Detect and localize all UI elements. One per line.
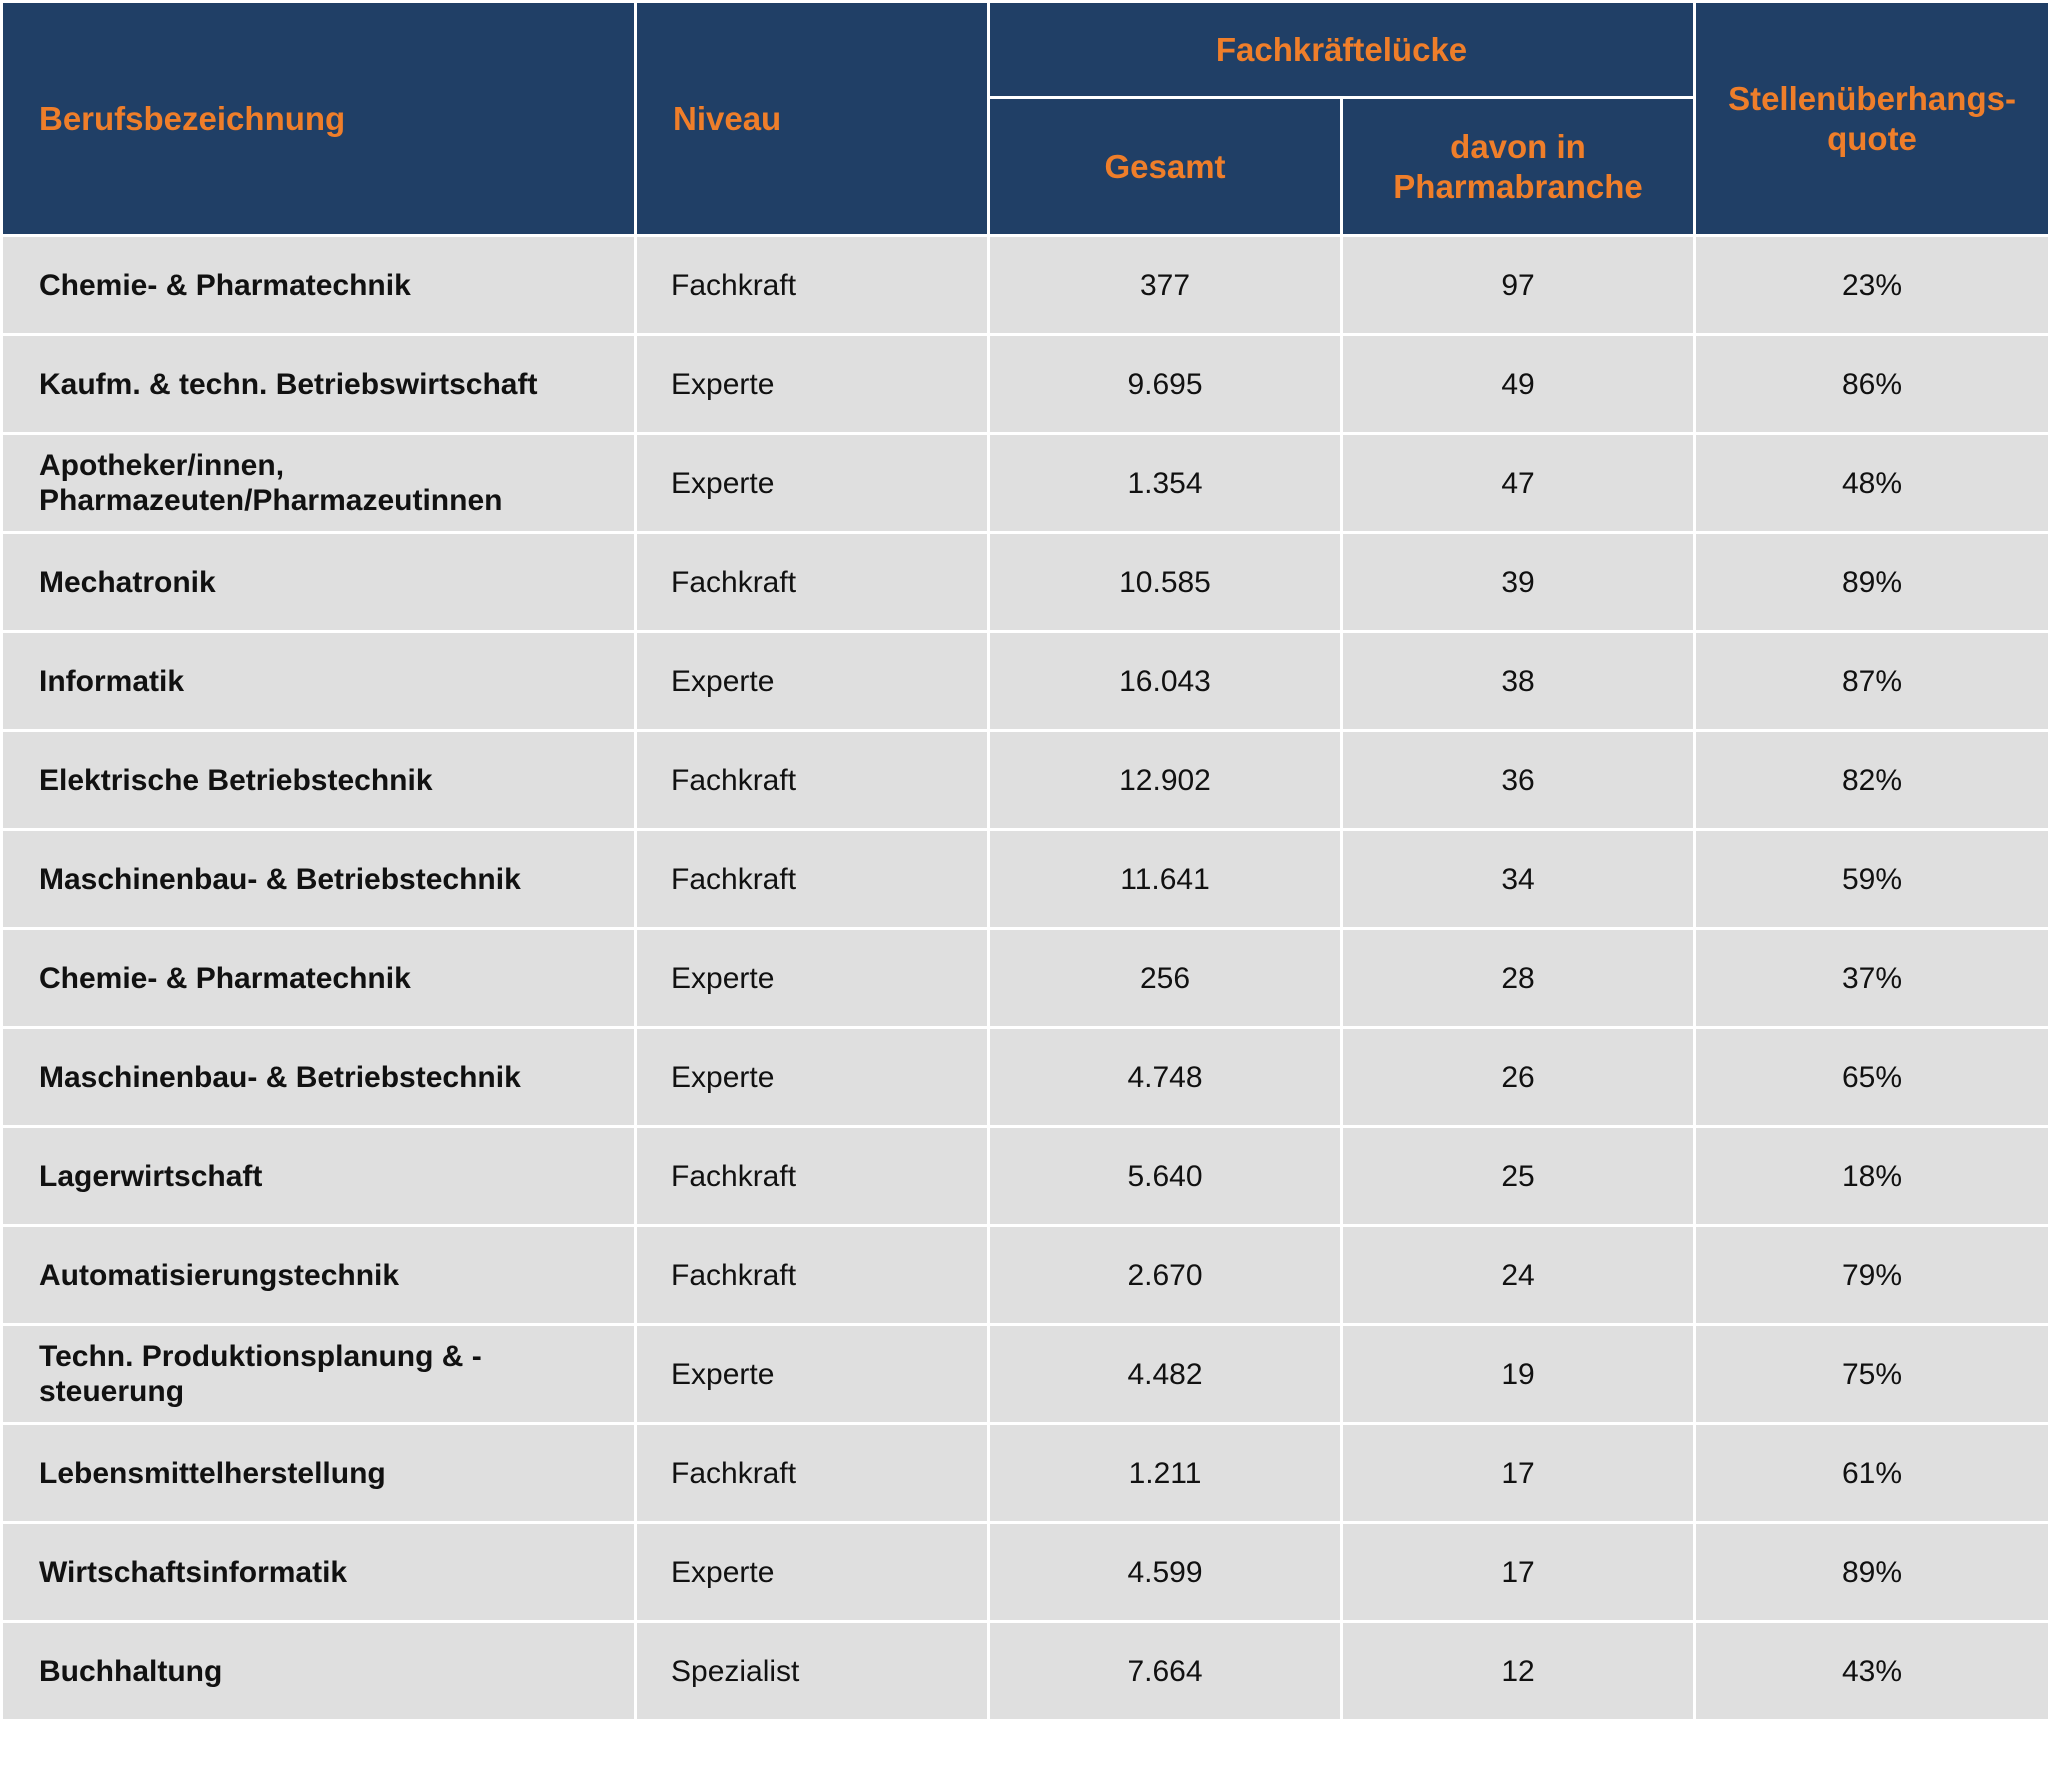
table-row [2, 1622, 2048, 1721]
cell-quote: 82% [1695, 731, 2048, 830]
header-quote-line-2: quote [1827, 119, 1917, 157]
cell-berufsbezeichnung: Techn. Produktionsplanung & -steuerung [2, 1325, 636, 1424]
cell-berufsbezeichnung: Chemie- & Pharmatechnik [2, 236, 636, 335]
cell-gesamt: 9.695 [989, 335, 1342, 434]
table-row [2, 1127, 2048, 1226]
cell-gesamt: 1.354 [989, 434, 1342, 533]
cell-pharmabranche: 36 [1342, 731, 1695, 830]
header-pharma-line-2: Pharmabranche [1393, 167, 1643, 205]
table-row [2, 632, 2048, 731]
cell-niveau: Fachkraft [636, 533, 989, 632]
cell-quote: 18% [1695, 1127, 2048, 1226]
cell-pharmabranche: 17 [1342, 1523, 1695, 1622]
header-berufsbezeichnung: Berufsbezeichnung [2, 2, 636, 236]
header-stellenueberhangsquote [1695, 2, 2048, 236]
cell-berufsbezeichnung: Chemie- & Pharmatechnik [2, 929, 636, 1028]
cell-quote: 89% [1695, 533, 2048, 632]
cell-gesamt: 2.670 [989, 1226, 1342, 1325]
cell-pharmabranche: 34 [1342, 830, 1695, 929]
cell-quote: 75% [1695, 1325, 2048, 1424]
table-row [2, 731, 2048, 830]
header-niveau: Niveau [636, 2, 989, 236]
table-row [2, 1325, 2048, 1424]
cell-pharmabranche: 26 [1342, 1028, 1695, 1127]
header-pharma-line-1: davon in [1450, 127, 1586, 165]
cell-gesamt: 4.599 [989, 1523, 1342, 1622]
cell-gesamt: 5.640 [989, 1127, 1342, 1226]
cell-berufsbezeichnung: Lebensmittelherstellung [2, 1424, 636, 1523]
table-row [2, 335, 2048, 434]
cell-gesamt: 4.748 [989, 1028, 1342, 1127]
table-row [2, 434, 2048, 533]
cell-quote: 79% [1695, 1226, 2048, 1325]
cell-niveau: Fachkraft [636, 1424, 989, 1523]
cell-pharmabranche: 19 [1342, 1325, 1695, 1424]
table-row [2, 1028, 2048, 1127]
cell-niveau: Experte [636, 1028, 989, 1127]
cell-pharmabranche: 39 [1342, 533, 1695, 632]
table-row [2, 236, 2048, 335]
cell-pharmabranche: 28 [1342, 929, 1695, 1028]
cell-berufsbezeichnung: Wirtschaftsinformatik [2, 1523, 636, 1622]
cell-quote: 23% [1695, 236, 2048, 335]
cell-quote: 59% [1695, 830, 2048, 929]
cell-niveau: Experte [636, 434, 989, 533]
cell-niveau: Experte [636, 929, 989, 1028]
table-header [2, 2, 2048, 236]
table-row [2, 1226, 2048, 1325]
cell-niveau: Experte [636, 1325, 989, 1424]
cell-quote: 89% [1695, 1523, 2048, 1622]
cell-berufsbezeichnung: Elektrische Betriebstechnik [2, 731, 636, 830]
cell-quote: 48% [1695, 434, 2048, 533]
cell-berufsbezeichnung: Informatik [2, 632, 636, 731]
header-fachkraefteluecke: Fachkräftelücke [989, 2, 1695, 98]
cell-pharmabranche: 17 [1342, 1424, 1695, 1523]
cell-gesamt: 256 [989, 929, 1342, 1028]
header-pharmabranche [1342, 98, 1695, 236]
cell-niveau: Fachkraft [636, 1127, 989, 1226]
cell-pharmabranche: 25 [1342, 1127, 1695, 1226]
cell-gesamt: 1.211 [989, 1424, 1342, 1523]
cell-berufsbezeichnung: Maschinenbau- & Betriebstechnik [2, 830, 636, 929]
cell-quote: 61% [1695, 1424, 2048, 1523]
cell-pharmabranche: 38 [1342, 632, 1695, 731]
cell-niveau: Experte [636, 335, 989, 434]
cell-pharmabranche: 97 [1342, 236, 1695, 335]
cell-berufsbezeichnung: Automatisierungstechnik [2, 1226, 636, 1325]
cell-pharmabranche: 47 [1342, 434, 1695, 533]
cell-berufsbezeichnung: Buchhaltung [2, 1622, 636, 1721]
cell-gesamt: 4.482 [989, 1325, 1342, 1424]
cell-gesamt: 16.043 [989, 632, 1342, 731]
header-quote-line-1: Stellenüberhangs- [1728, 79, 2016, 117]
table-body [2, 236, 2048, 1721]
cell-niveau: Spezialist [636, 1622, 989, 1721]
cell-gesamt: 11.641 [989, 830, 1342, 929]
cell-berufsbezeichnung: Maschinenbau- & Betriebstechnik [2, 1028, 636, 1127]
cell-quote: 86% [1695, 335, 2048, 434]
cell-gesamt: 10.585 [989, 533, 1342, 632]
cell-niveau: Fachkraft [636, 236, 989, 335]
cell-niveau: Fachkraft [636, 1226, 989, 1325]
cell-niveau: Experte [636, 1523, 989, 1622]
cell-pharmabranche: 12 [1342, 1622, 1695, 1721]
cell-gesamt: 7.664 [989, 1622, 1342, 1721]
cell-quote: 87% [1695, 632, 2048, 731]
cell-quote: 65% [1695, 1028, 2048, 1127]
table-row [2, 533, 2048, 632]
cell-berufsbezeichnung: Apotheker/innen, Pharmazeuten/Pharmazeutinnen [2, 434, 636, 533]
table-row [2, 1523, 2048, 1622]
cell-niveau: Fachkraft [636, 830, 989, 929]
table-row [2, 929, 2048, 1028]
cell-berufsbezeichnung: Kaufm. & techn. Betriebswirtschaft [2, 335, 636, 434]
cell-quote: 43% [1695, 1622, 2048, 1721]
cell-niveau: Fachkraft [636, 731, 989, 830]
table-row [2, 830, 2048, 929]
cell-pharmabranche: 49 [1342, 335, 1695, 434]
cell-quote: 37% [1695, 929, 2048, 1028]
cell-berufsbezeichnung: Lagerwirtschaft [2, 1127, 636, 1226]
cell-gesamt: 12.902 [989, 731, 1342, 830]
cell-berufsbezeichnung: Mechatronik [2, 533, 636, 632]
table-row [2, 1424, 2048, 1523]
header-gesamt: Gesamt [989, 98, 1342, 236]
cell-niveau: Experte [636, 632, 989, 731]
cell-gesamt: 377 [989, 236, 1342, 335]
cell-pharmabranche: 24 [1342, 1226, 1695, 1325]
